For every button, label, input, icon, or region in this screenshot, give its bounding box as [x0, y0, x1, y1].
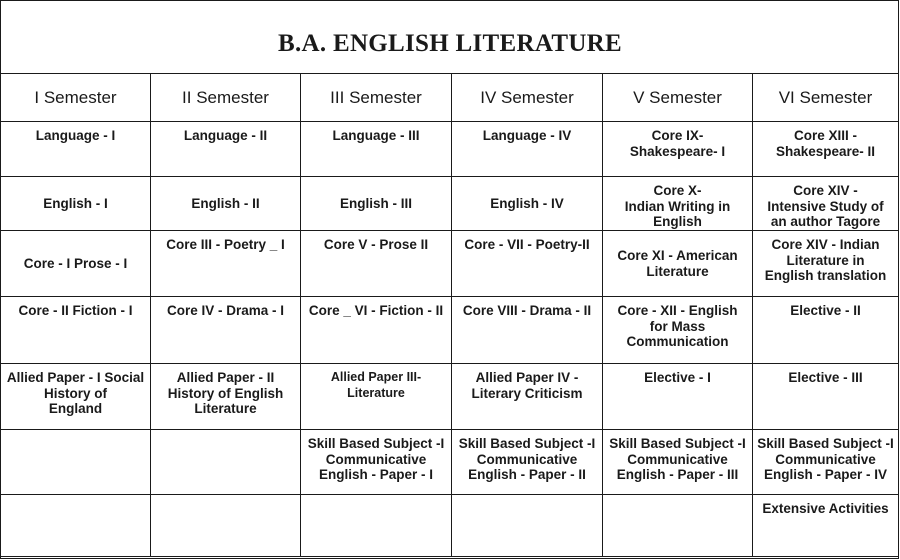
- table-cell: Core V - Prose II: [301, 231, 452, 297]
- table-cell: Skill Based Subject -I Communicative English - Paper - I: [301, 430, 452, 495]
- header-row: [1, 74, 899, 122]
- semester-header: VI Semester: [753, 74, 899, 122]
- table-cell: Skill Based Subject -I Communicative English - Paper - III: [603, 430, 753, 495]
- table-cell: Core XI - American Literature: [603, 231, 753, 297]
- table-cell: Elective - III: [753, 364, 899, 430]
- table-row: [1, 231, 899, 297]
- table-cell: Core XIII - Shakespeare- II: [753, 122, 899, 177]
- table-cell: Core IV - Drama - I: [151, 297, 301, 364]
- table-cell: English - II: [151, 177, 301, 231]
- table-cell: English - IV: [452, 177, 603, 231]
- table-cell: Core III - Poetry _ I: [151, 231, 301, 297]
- table-cell: Core XIV - Intensive Study of an author Tagore: [753, 177, 899, 231]
- table-row: [1, 122, 899, 177]
- semester-header: V Semester: [603, 74, 753, 122]
- table-cell: Core - VII - Poetry-II: [452, 231, 603, 297]
- table-row: [1, 364, 899, 430]
- table-cell: [603, 495, 753, 557]
- table-cell: Core - I Prose - I: [1, 231, 151, 297]
- table-cell: Core IX- Shakespeare- I: [603, 122, 753, 177]
- table-row: [1, 297, 899, 364]
- table-cell: Skill Based Subject -I Communicative English - Paper - IV: [753, 430, 899, 495]
- table-cell: Skill Based Subject -I Communicative English - Paper - II: [452, 430, 603, 495]
- table-cell: Elective - II: [753, 297, 899, 364]
- table-cell: Core XIV - Indian Literature in English translation: [753, 231, 899, 297]
- table-cell: Language - I: [1, 122, 151, 177]
- table-cell: Core - XII - English for Mass Communication: [603, 297, 753, 364]
- table-cell: [301, 495, 452, 557]
- table-cell: English - I: [1, 177, 151, 231]
- page-title: B.A. ENGLISH LITERATURE: [277, 30, 623, 57]
- table-row: [1, 495, 899, 557]
- semester-header: I Semester: [1, 74, 151, 122]
- table-cell: [151, 430, 301, 495]
- table-cell: [1, 430, 151, 495]
- table-cell: Core - II Fiction - I: [1, 297, 151, 364]
- table-row: [1, 177, 899, 231]
- semester-header: III Semester: [301, 74, 452, 122]
- table-row: [1, 430, 899, 495]
- semester-header: II Semester: [151, 74, 301, 122]
- table-cell: Core X- Indian Writing in English: [603, 177, 753, 231]
- table-cell: [151, 495, 301, 557]
- semester-header: IV Semester: [452, 74, 603, 122]
- table-cell: Core _ VI - Fiction - II: [301, 297, 452, 364]
- table-cell: Language - III: [301, 122, 452, 177]
- table-cell: Language - IV: [452, 122, 603, 177]
- table-cell: Allied Paper - II History of English Literature: [151, 364, 301, 430]
- table-cell: Allied Paper IV - Literary Criticism: [452, 364, 603, 430]
- table-cell: Language - II: [151, 122, 301, 177]
- table-cell: Core VIII - Drama - II: [452, 297, 603, 364]
- table-cell: [452, 495, 603, 557]
- table-cell: Extensive Activities: [753, 495, 899, 557]
- table-cell: Allied Paper III- Literature: [301, 364, 452, 430]
- table-cell: [1, 495, 151, 557]
- table-cell: Elective - I: [603, 364, 753, 430]
- table-cell: Allied Paper - I Social History of England: [1, 364, 151, 430]
- table-cell: English - III: [301, 177, 452, 231]
- syllabus-table: [0, 73, 899, 557]
